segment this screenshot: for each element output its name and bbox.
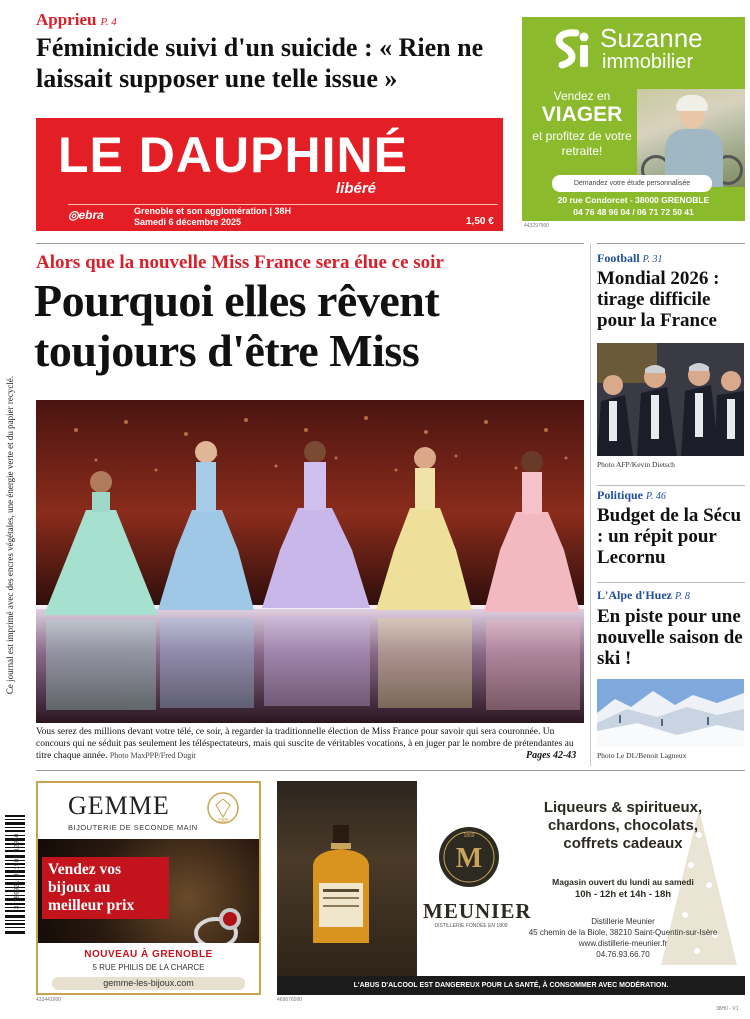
gemme-footer [38, 943, 259, 993]
ads-top-rule [36, 770, 745, 771]
masthead-divider [68, 204, 498, 205]
print-note: Ce journal est imprimé avec des encres végétales, une énergie verte et du papier recyclé. [5, 375, 15, 695]
meunier-photo [277, 781, 417, 976]
gemme-badge-year: 1985 [217, 818, 229, 824]
suzanne-line2: VIAGER [541, 103, 623, 126]
suzanne-logo-icon [546, 27, 594, 73]
gemme-ad-code: 433441900 [36, 997, 62, 1003]
meunier-logo-letter: M [455, 843, 483, 874]
side-story-politique-title[interactable]: Budget de la Sécu : un répit pour Lecornu [597, 505, 742, 568]
meunier-address-name: Distillerie Meunier [591, 917, 655, 926]
cyclist-hair [676, 95, 708, 111]
gemme-badge-icon [206, 791, 240, 825]
main-headline[interactable]: Pourquoi elles rêvent toujours d'être Miss [34, 275, 440, 376]
suzanne-line1: Vendez en [553, 89, 611, 103]
main-photo-miss-france[interactable] [36, 400, 584, 723]
side-rule-2 [597, 582, 745, 583]
side-kicker-page: P. 8 [675, 591, 690, 602]
suzanne-ad-code: 443297900 [524, 223, 550, 229]
main-kicker[interactable]: Alors que la nouvelle Miss France sera élue ce soir [36, 252, 444, 273]
side-photo-ski-art [597, 679, 744, 747]
side-photo-football-credit: Photo AFP/Kevin Dietsch [597, 460, 675, 469]
meunier-opening-hours: 10h - 12h et 14h - 18h [574, 889, 672, 900]
gemme-header [38, 783, 259, 839]
barcode-number: 3 780021 801502 12060 [13, 833, 21, 910]
gemme-website[interactable]: gemme-les-bijoux.com [52, 977, 245, 990]
side-story-politique-kicker[interactable] [597, 488, 666, 503]
teaser-title[interactable]: Féminicide suivi d'un suicide : « Rien ne laissait supposer une telle issue » [36, 33, 484, 93]
main-photo-credit: Photo MaxPPP/Fred Dugit [109, 751, 196, 760]
meunier-brand: MEUNIER [423, 899, 532, 923]
gemme-name: GEMME [68, 791, 170, 820]
meunier-logo-icon [437, 825, 501, 889]
masthead-subtitle: libéré [336, 180, 377, 197]
gemme-slogan: Vendez vos bijoux au meilleur prix [42, 857, 169, 919]
ebra-logo: ◎ebra [68, 208, 104, 222]
side-photo-ski[interactable] [597, 679, 744, 747]
bottle-icon [305, 825, 377, 945]
main-caption-text: Vous serez des millions devant votre télé, ce soir, à regarder la traditionnelle élection de Miss France pour savoir qui sera couronnée. Un concours qui ne séduit pas seulement les téléspectateurs, mais qui suscite de véritables vocations, à en juger par le nombre de prétendantes au titre chaque année. [36, 727, 574, 761]
meunier-logo-year: 1809 [463, 833, 475, 839]
suzanne-address: 20 rue Condorcet - 38000 GRENOBLE [557, 195, 710, 205]
teaser-page: P. 4 [100, 16, 117, 28]
meunier-address-street: 45 chemin de la Biole, 38210 Saint-Quentin-sur-Isère [528, 928, 718, 937]
side-photo-ski-credit: Photo Le DL/Benoit Lagneux [597, 751, 687, 760]
meunier-opening-days: Magasin ouvert du lundi au samedi [552, 877, 694, 887]
side-rule-1 [597, 485, 745, 486]
ad-gemme[interactable] [36, 781, 261, 995]
side-kicker-label: Football [597, 251, 640, 265]
side-kicker-label: L'Alpe d'Huez [597, 588, 673, 602]
side-story-alpe-kicker[interactable] [597, 588, 690, 603]
side-photo-football-art [597, 343, 744, 456]
suzanne-photo [637, 89, 745, 187]
masthead-title: LE DAUPHINÉ [58, 127, 408, 183]
suzanne-name-2: immobilier [602, 51, 694, 73]
meunier-phone: 04.76.93.66.70 [596, 950, 650, 959]
side-story-football-title[interactable]: Mondial 2026 : tirage difficile pour la France [597, 268, 720, 331]
side-kicker-page: P. 46 [646, 491, 666, 502]
side-top-rule [597, 243, 745, 244]
main-photo-art [36, 400, 584, 723]
suzanne-phones: 04 76 48 96 04 / 06 71 72 50 41 [573, 207, 694, 217]
side-story-football-kicker[interactable] [597, 251, 663, 266]
masthead-price: 1,50 € [466, 216, 494, 227]
suzanne-name: Suzanne [600, 23, 703, 53]
meunier-brand-tag: DISTILLERIE FONDÉE EN 1809 [434, 923, 508, 929]
suzanne-cta[interactable]: Demandez votre étude personnalisée [552, 175, 712, 192]
masthead-edition: Grenoble et son agglomération | 38H [134, 206, 292, 216]
side-photo-football[interactable] [597, 343, 744, 456]
teaser-kicker[interactable] [36, 10, 117, 30]
main-top-rule [36, 243, 584, 244]
footer-edition-code: 38H0 - V1 [716, 1006, 739, 1012]
side-kicker-label: Politique [597, 488, 644, 502]
gemme-new-label: NOUVEAU À GRENOBLE [84, 949, 213, 960]
ad-suzanne-immobilier[interactable] [522, 17, 745, 221]
ad-meunier[interactable] [277, 781, 745, 995]
meunier-ad-code: 469676000 [277, 997, 303, 1003]
masthead-edition-block [134, 206, 291, 228]
main-caption [36, 726, 584, 762]
suzanne-line3: et profitez de votre retraite! [532, 129, 632, 158]
side-kicker-page: P. 31 [642, 254, 663, 265]
gemme-subtitle: BIJOUTERIE DE SECONDE MAIN [68, 823, 198, 832]
ebra-logo-text: ebra [78, 208, 104, 222]
meunier-health-warning: L'ABUS D'ALCOOL EST DANGEREUX POUR LA SANTÉ, À CONSOMMER AVEC MODÉRATION. [277, 976, 745, 995]
side-story-alpe-title[interactable]: En piste pour une nouvelle saison de ski ! [597, 606, 743, 669]
meunier-website[interactable]: www.distillerie-meunier.fr [578, 939, 668, 948]
teaser-kicker-label: Apprieu [36, 10, 97, 29]
column-divider [590, 243, 591, 766]
masthead-date: Samedi 6 décembre 2025 [134, 217, 242, 227]
main-pages-ref[interactable]: Pages 42-43 [526, 750, 577, 761]
meunier-headline: Liqueurs & spiritueux, chardons, chocolats, coffrets cadeaux [543, 799, 703, 852]
gemme-address: 5 RUE PHILIS DE LA CHARCE [92, 963, 205, 972]
masthead [36, 118, 503, 231]
